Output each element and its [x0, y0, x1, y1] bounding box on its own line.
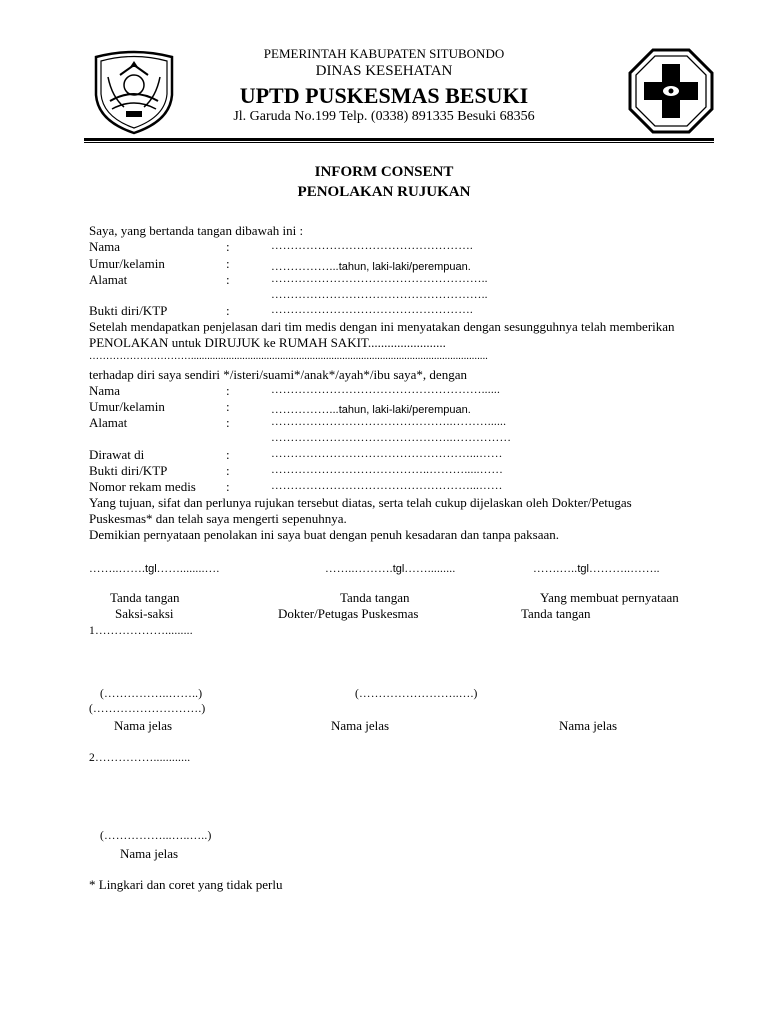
alamat-colon: : [226, 272, 230, 287]
date-right-pre: …….….. [533, 563, 578, 575]
nama-jelas-3: Nama jelas [559, 718, 618, 733]
paragraph-line-2: Puskesmas* dan telah saya mengerti sepenuhnya. [89, 511, 347, 526]
letterhead-line-1: PEMERINTAH KABUPATEN SITUBONDO [263, 46, 505, 61]
alamat2-colon: : [226, 415, 230, 430]
bukti-colon: : [226, 303, 230, 318]
sig-col3-line1: Yang membuat pernyataan [540, 590, 679, 605]
alamat2-field-1[interactable]: ………………………………………..………...... [271, 416, 507, 428]
puskesmas-cross-icon [628, 48, 714, 134]
date-left-pre: ……..……. [89, 563, 146, 575]
alamat2-field-2[interactable]: ………………………………………..…………… [271, 432, 512, 444]
witness-1-name-field[interactable]: (……………..……..) [100, 688, 203, 700]
sig-col1-line2: Saksi-saksi [115, 606, 174, 621]
umur-suffix: tahun, laki-laki/perempuan. [338, 261, 471, 273]
letterhead-rule-thick [84, 138, 714, 141]
document-title: INFORM CONSENT [314, 164, 454, 180]
relation-intro: terhadap diri saya sendiri */isteri/suami*/anak*/ayah*/ibu saya*, dengan [89, 367, 467, 382]
statement-line-2: PENOLAKAN untuk DIRUJUK ke RUMAH SAKIT........................ [89, 335, 446, 350]
date-right-post: ………..…….. [588, 563, 660, 575]
umur-colon: : [226, 256, 230, 271]
nama-colon: : [226, 239, 230, 254]
dirawat-colon: : [226, 447, 230, 462]
witness-1-field[interactable]: 1………………......... [89, 625, 193, 637]
statement-line-1: Setelah mendapatkan penjelasan dari tim medis dengan ini menyatakan dengan sesungguhnya telah memberikan [89, 319, 675, 334]
nama2-label: Nama [89, 383, 121, 398]
alamat-field-1[interactable]: ……………………………………………….. [271, 273, 488, 285]
letterhead-line-3: UPTD PUSKESMAS BESUKI [239, 83, 529, 108]
intro-text: Saya, yang bertanda tangan dibawah ini : [89, 223, 304, 238]
date-right-tgl: tgl [577, 563, 589, 575]
bukti2-field[interactable]: …………………………………..……….....…… [271, 464, 504, 476]
dirawat-field[interactable]: ……………………………………………...…… [271, 448, 503, 460]
nama-jelas-2: Nama jelas [331, 718, 390, 733]
date-field-middle[interactable] [325, 559, 455, 577]
dirawat-label: Dirawat di [89, 447, 145, 462]
letterhead-address: Jl. Garuda No.199 Telp. (0338) 891335 Besuki 68356 [233, 109, 535, 124]
bukti-label: Bukti diri/KTP [89, 303, 168, 318]
footnote: * Lingkari dan coret yang tidak perlu [89, 877, 283, 892]
paragraph-line-3: Demikian pernyataan penolakan ini saya buat dengan penuh kesadaran dan tanpa paksaan. [89, 527, 559, 542]
rekam-field[interactable]: ……………………………………………...…… [271, 480, 503, 492]
nama-field[interactable]: ……………………………………………. [271, 240, 473, 252]
witness-2-field[interactable]: 2……………............ [89, 752, 191, 764]
statement-line-3[interactable]: ………………………….............................................................................................................. [89, 351, 488, 362]
rekam-label: Nomor rekam medis [89, 479, 196, 494]
witness-2-name-field[interactable]: (……………...…..…..) [100, 830, 212, 842]
umur-dots: ……………... [271, 261, 339, 273]
alamat-label: Alamat [89, 272, 128, 287]
umur-label: Umur/kelamin [89, 256, 165, 271]
bukti2-colon: : [226, 463, 230, 478]
sig-col2-line1: Tanda tangan [340, 590, 410, 605]
date-left-tgl: tgl [145, 563, 157, 575]
declarant-name-field[interactable]: (……………………….) [89, 703, 206, 715]
umur2-dots: ……………... [271, 404, 339, 416]
umur2-colon: : [226, 399, 230, 414]
date-mid-pre: ……..………. [325, 563, 393, 575]
sig-col2-line2: Dokter/Petugas Puskesmas [278, 606, 419, 621]
date-left-post: ……........…. [156, 563, 220, 575]
sig-col3-line2: Tanda tangan [521, 606, 591, 621]
rekam-colon: : [226, 479, 230, 494]
date-mid-tgl: tgl [392, 563, 405, 575]
nama-label: Nama [89, 239, 121, 254]
nama2-colon: : [226, 383, 230, 398]
letterhead-rule-thin [84, 142, 714, 143]
date-mid-post: ……......... [404, 563, 456, 575]
bukti2-label: Bukti diri/KTP [89, 463, 168, 478]
letterhead-line-2: DINAS KESEHATAN [315, 63, 453, 79]
alamat-field-2[interactable]: ……………………………………………….. [271, 289, 488, 301]
date-field-left[interactable] [89, 559, 219, 577]
officer-name-field[interactable]: (……………………..….) [355, 688, 478, 700]
document-subtitle: PENOLAKAN RUJUKAN [297, 184, 471, 200]
sig-col1-line1: Tanda tangan [110, 590, 180, 605]
nama-jelas-1: Nama jelas [114, 718, 173, 733]
paragraph-line-1: Yang tujuan, sifat dan perlunya rujukan tersebut diatas, serta telah cukup dijelaskan oleh Dokter/Petugas [89, 495, 632, 510]
alamat2-label: Alamat [89, 415, 128, 430]
date-field-right[interactable] [533, 559, 660, 577]
nama-jelas-4: Nama jelas [120, 846, 179, 861]
umur2-suffix: tahun, laki-laki/perempuan. [338, 404, 471, 416]
umur2-label: Umur/kelamin [89, 399, 165, 414]
bukti-field[interactable]: ……………………………………………. [271, 304, 473, 316]
nama2-field[interactable]: ………………………………………………...... [271, 384, 501, 396]
